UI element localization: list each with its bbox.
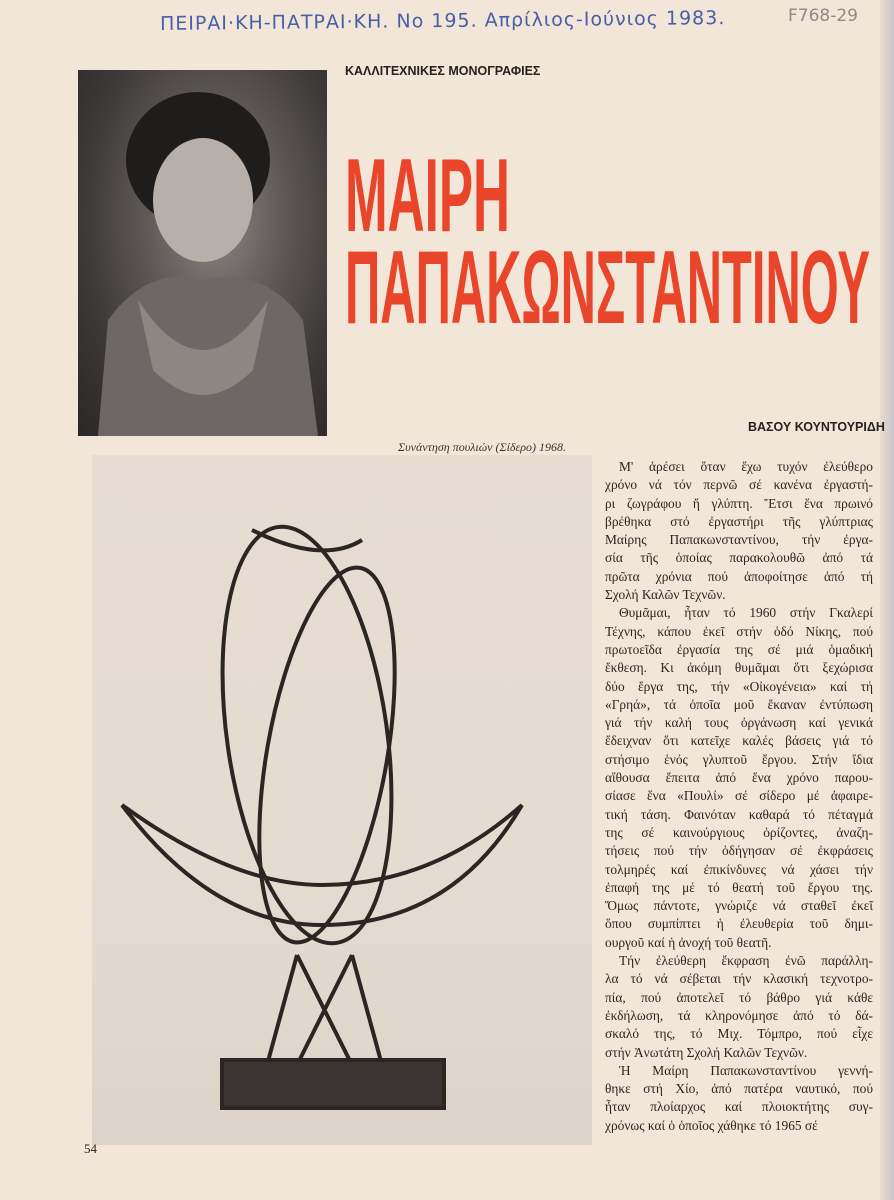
body-text-line: πία, πού ἀποτελεῖ τό βάθρο γιά κάθε: [605, 989, 873, 1005]
body-text-line: Ἡ Μαίρη Παπακωνσταντίνου γεννή-: [619, 1062, 873, 1078]
body-text-line: γιά τήν καλή τους ὀργάνωση καί γενικά: [605, 715, 873, 731]
body-text-line: ἔκθεση. Κι ἀκόμη θυμᾶμαι ὅτι ξεχώρισα: [605, 660, 873, 676]
body-text-line: ρι ζωγράφου ἤ γλύπτη. Ἔτσι ἕνα πρωινό: [605, 495, 873, 511]
photo-caption: Συνάντηση πουλιών (Σίδερο) 1968.: [398, 440, 566, 454]
handwritten-note: ΠΕΙΡΑΙ·ΚΗ-ΠΑΤΡΑΙ·ΚΗ. Νο 195. Απρίλιος-Ιούνιος 1983.: [159, 7, 726, 35]
author-byline: ΒΑΣΟΥ ΚΟΥΝΤΟΥΡΙΔΗ: [748, 420, 885, 434]
body-text-line: σίασε ἕνα «Πουλί» σέ σίδερο μέ ἀφαιρε-: [605, 788, 873, 804]
body-text-line: Ὅμως πάντοτε, γνώριζε νά σταθεῖ ἐκεῖ: [605, 898, 873, 914]
body-text-line: Μ' ἀρέσει ὅταν ἔχω τυχόν ἐλεύθερο: [619, 459, 873, 474]
body-text-line: αἴθουσα ἔπειτα ἀπό ἕνα χρόνο παρου-: [605, 770, 873, 786]
page-number: 54: [84, 1141, 97, 1156]
body-text-line: πρωτοεῖδα ἐργασία της σέ μιά ὁμαδική: [605, 641, 873, 657]
body-text-line: σία τῆς ὁποίας παρακολουθῶ ἀπό τά: [605, 550, 873, 566]
body-text-line: ἦταν πλοίαρχος καί πλοιοκτήτης συγ-: [605, 1099, 873, 1115]
body-text-line: τική τάση. Φαινόταν καθαρά τό πέταγμά: [605, 806, 873, 822]
body-text-line: χρόνως καί ὁ ὁποῖος χάθηκε τό 1965 σέ: [605, 1117, 818, 1133]
body-text-line: στήσιμο ἑνός γλυπτοῦ ἔργου. Στήν ἴδια: [605, 751, 873, 767]
body-text-line: «Γρηά», τά ὁποῖα μοῦ ἔκαναν ἐντύπωση: [605, 696, 873, 712]
body-text-line: τολμηρές καί ἐπικίνδυνες νά χάσει τήν: [605, 861, 873, 877]
torn-page-edge: [880, 0, 894, 1200]
body-text-line: ουργοῦ καί ἡ ἀνοχή τοῦ θεατῆ.: [605, 934, 772, 950]
body-text-line: σκαλό της, τό Μιχ. Τόμπρο, πού εἶχε: [605, 1026, 873, 1042]
series-heading: ΚΑΛΛΙΤΕΧΝΙΚΕΣ ΜΟΝΟΓΡΑΦΙΕΣ: [345, 64, 541, 78]
body-text-line: δύο ἔργα της, τήν «Οἰκογένεια» καί τή: [605, 678, 873, 694]
body-text-line: πρῶτα χρόνια πού ἀποφοίτησε ἀπό τή: [605, 568, 873, 584]
body-text-line: τήσεις πού τήν ὁδήγησαν σέ ἐκφράσεις: [605, 843, 873, 859]
body-text-line: ἐπαφή της μέ τό θεατή τοῦ ἔργου της.: [605, 879, 873, 895]
body-text-line: χρόνο νά τόν περνῶ σέ κανένα ἐργαστή-: [605, 477, 873, 493]
body-text-line: στήν Ἀνωτάτη Σχολή Καλῶν Τεχνῶν.: [605, 1044, 808, 1060]
archive-code: F768-29: [788, 6, 858, 26]
body-text-line: λα τό νά σέβεται τήν κλασική τεχνοτρο-: [605, 971, 873, 987]
body-text-line: ἔδειχναν ὅτι κατεῖχε καλές βάσεις γιά τό: [605, 733, 873, 749]
body-text-line: βρέθηκα στό ἐργαστήρι τῆς γλύπτριας: [605, 513, 873, 529]
article-title: [345, 145, 875, 330]
body-text-line: Μαίρης Παπακωνσταντίνου, τήν ἐργα-: [605, 532, 873, 548]
title-first-name: ΜΑΙΡΗ: [345, 145, 510, 254]
body-text-line: ὅπου συμπίπτει ἡ ἐλευθερία τοῦ δημι-: [605, 916, 873, 932]
sculpture-photo: [92, 455, 592, 1145]
article-body: [605, 458, 873, 1135]
body-text-line: Τήν ἐλεύθερη ἔκφραση ἐνῶ παράλλη-: [619, 953, 873, 969]
body-text-line: Σχολή Καλῶν Τεχνῶν.: [605, 587, 726, 603]
artist-portrait-photo: [78, 70, 327, 436]
body-text-line: της σέ καινούργιους ὁρίζοντες, ἀναζη-: [605, 824, 873, 840]
body-text-line: θηκε στή Χίο, ἀπό πατέρα ναυτικό, πού: [605, 1081, 873, 1097]
body-text-line: ἐκδήλωση, τά κληρονόμησε ἀπό τό δά-: [605, 1007, 873, 1023]
title-surname: ΠΑΠΑΚΩΝΣΤΑΝΤΙΝΟΥ: [345, 230, 870, 330]
body-text-line: Θυμᾶμαι, ἦταν τό 1960 στήν Γκαλερί: [619, 605, 873, 621]
body-text-line: Τέχνης, κάπου ἐκεῖ στήν ὁδό Νίκης, πού: [605, 623, 873, 639]
